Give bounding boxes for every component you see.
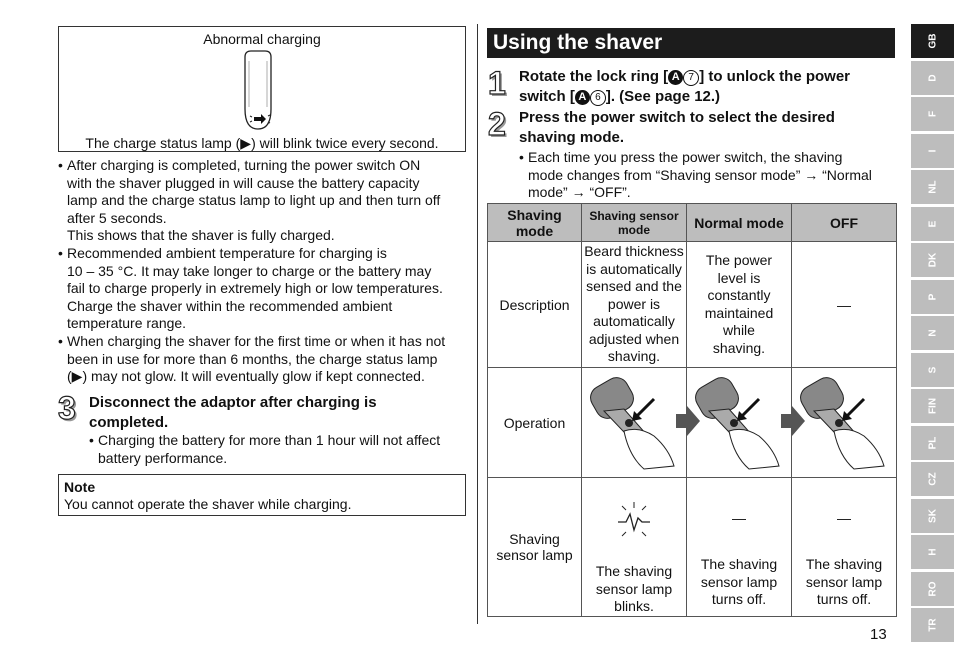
lamp-off (792, 478, 897, 617)
bullet-first-charging: • When charging the shaver for the first time or when it has not been in use for more than 6 months, the charge status lamp (▶) may not glow. It will eventually glow if kept connected. (58, 333, 446, 385)
description-sensor: Beard thickness is automatically sensed and the power is automatically adjusted when shaving. (582, 242, 687, 368)
lamp-normal-text: The shaving sensor lamp turns off. (700, 556, 778, 607)
lamp-off-dash: — (837, 510, 851, 526)
lamp-off-text: The shaving sensor lamp turns off. (805, 556, 883, 607)
lamp-normal-dash: — (732, 510, 746, 526)
step-1-text: Rotate the lock ring [ A 7 ] to unlock the power switch [ A 6 ]. (See page 12.) (519, 68, 851, 105)
language-tab-sk: SK (911, 499, 954, 533)
language-tab-ro: RO (911, 572, 954, 606)
abnormal-charging-caption: The charge status lamp (▶) will blink twice every second. (85, 135, 439, 151)
ref-a-badge: A (668, 70, 683, 85)
language-tab-dk: DK (911, 243, 954, 277)
shaver-hand-illustration (689, 371, 789, 471)
step-3-number: 3 (58, 390, 76, 426)
step-3-bullet: • Charging the battery for more than 1 hour will not affect battery performance. (89, 432, 441, 466)
step-3-text: Disconnect the adaptor after charging is completed. (89, 394, 377, 431)
note-box (58, 474, 466, 516)
language-tab-cz: CZ (911, 462, 954, 496)
language-tab-s: S (911, 353, 954, 387)
lamp-sensor-text: The shaving sensor lamp blinks. (595, 563, 673, 614)
arrow-right-icon (781, 405, 805, 437)
language-tab-n: N (911, 316, 954, 350)
note-label: Note (64, 479, 96, 495)
header-sensor-mode: Shaving sensor mode (582, 204, 687, 242)
abnormal-charging-title: Abnormal charging (203, 31, 321, 47)
charge-lamp-illustration (241, 49, 275, 133)
language-tab-p: P (911, 280, 954, 314)
language-tab-f: F (911, 97, 954, 131)
bullet-fully-charged: • After charging is completed, turning the power switch ON with the shaver plugged in will cause the battery capacity lamp and the charge status lamp to light up and then turn off after 5 seconds. This shows that the shaver is fully charged. (58, 157, 441, 244)
operation-off (792, 368, 897, 478)
step-2-number: 2 (488, 106, 506, 142)
language-tab-h: H (911, 535, 954, 569)
description-off: — (792, 242, 897, 368)
charge-plug-icon: ▶ (71, 368, 83, 385)
blinking-lamp-icon (612, 500, 656, 540)
row-label-lamp: Shaving sensor lamp (488, 478, 582, 617)
bullet-ambient-temperature: • Recommended ambient temperature for charging is 10 – 35 °C. It may take longer to charge or the battery may fail to charge properly in extremely high or low temperatures. Charge the shaver within the recommended ambient temperature range. (58, 245, 443, 332)
header-off: OFF (792, 204, 897, 242)
section-title: Using the shaver (487, 28, 895, 58)
step-1-number: 1 (488, 65, 506, 101)
lamp-sensor (582, 478, 687, 617)
language-tab-d: D (911, 61, 954, 95)
column-divider (477, 24, 478, 624)
language-tab-nl: NL (911, 170, 954, 204)
header-shaving-mode: Shaving mode (488, 204, 582, 242)
language-tab-i: I (911, 134, 954, 168)
header-normal-mode: Normal mode (687, 204, 792, 242)
operation-normal (687, 368, 792, 478)
ref-number-circle: 6 (590, 90, 606, 106)
arrow-right-icon (676, 405, 700, 437)
lamp-normal (687, 478, 792, 617)
language-tab-e: E (911, 207, 954, 241)
row-label-description: Description (488, 242, 582, 368)
page-number: 13 (870, 626, 887, 643)
language-tab-fin: FIN (911, 389, 954, 423)
abnormal-charging-box (58, 26, 466, 152)
language-tab-pl: PL (911, 426, 954, 460)
charge-plug-icon: ▶ (240, 135, 252, 151)
note-text: You cannot operate the shaver while charging. (64, 496, 352, 512)
ref-a-badge: A (575, 90, 590, 105)
language-tab-gb: GB (911, 24, 954, 58)
step-2-bullet: • Each time you press the power switch, the shaving mode changes from “Shaving sensor mode” → “Normal mode” → “OFF”. (519, 149, 872, 201)
step-2-text: Press the power switch to select the desired shaving mode. (519, 109, 835, 146)
row-label-operation: Operation (488, 368, 582, 478)
operation-sensor (582, 368, 687, 478)
shaver-hand-illustration (584, 371, 684, 471)
language-tab-tr: TR (911, 608, 954, 642)
ref-number-circle: 7 (683, 70, 699, 86)
description-normal: The power level is constantly maintained while shaving. (687, 242, 792, 368)
shaver-hand-illustration (794, 371, 894, 471)
